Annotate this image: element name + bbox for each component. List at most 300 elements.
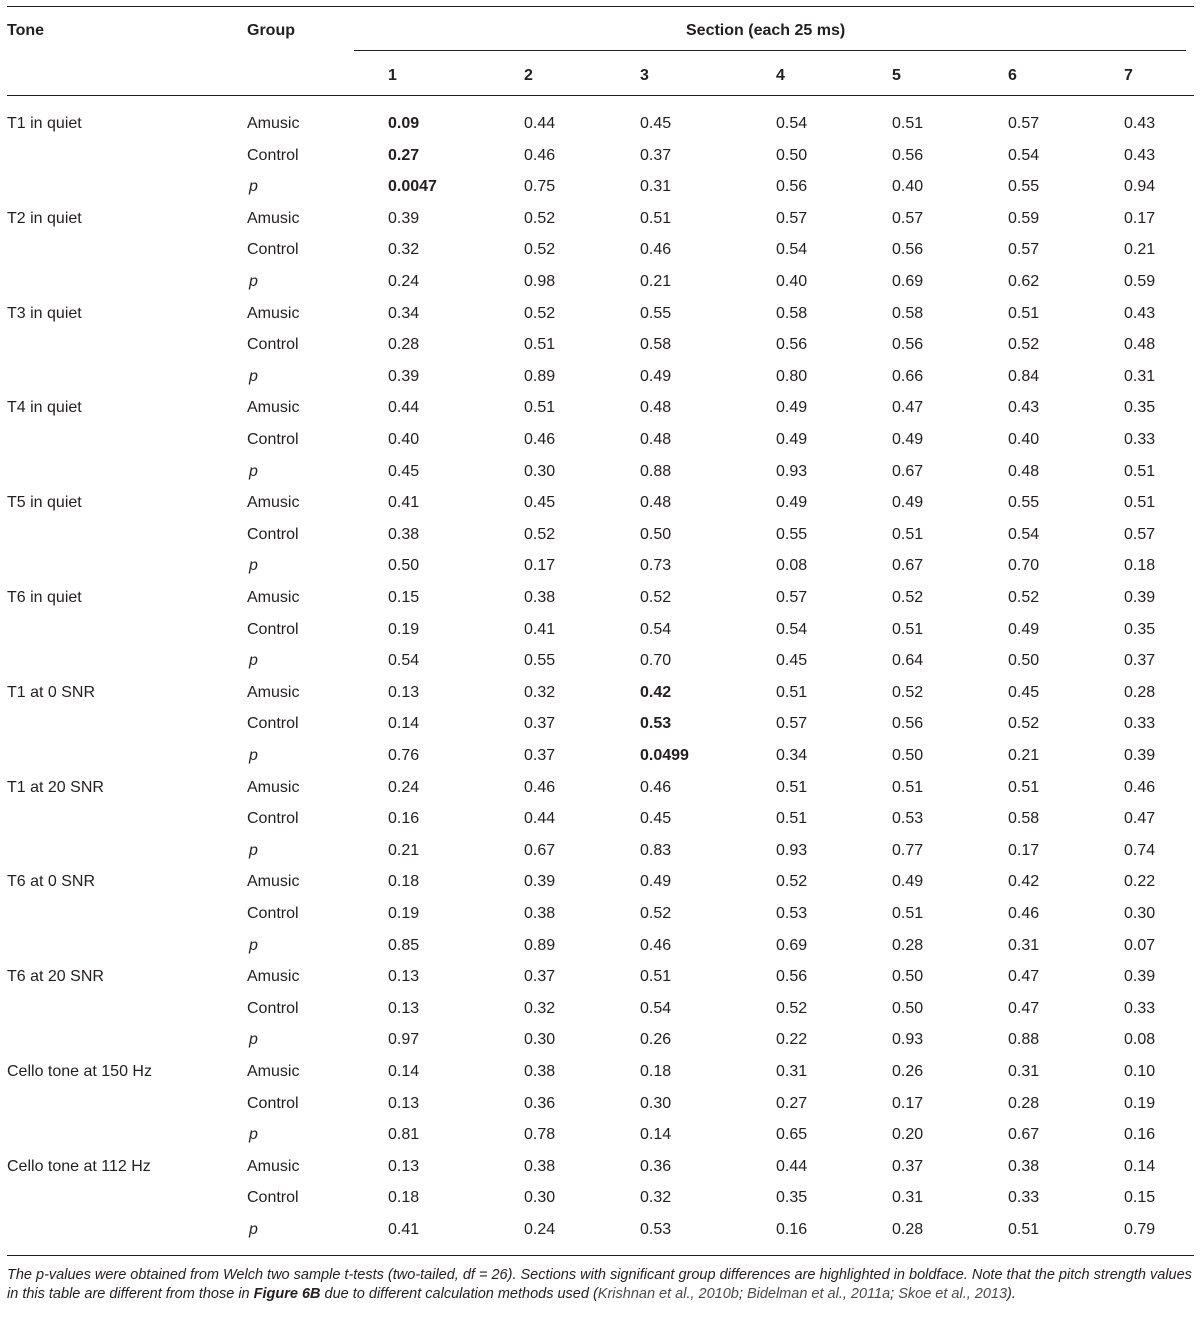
table-row [0,746,1200,778]
value-cell-section-4: 0.93 [776,462,808,480]
group-cell: p [249,1031,258,1049]
value-cell-section-6: 0.47 [1008,968,1040,986]
value-cell-section-2: 0.37 [524,968,556,986]
value-cell-section-4: 0.57 [776,589,808,606]
value-cell-section-1: 0.14 [388,715,420,733]
value-cell-section-6: 0.33 [1008,1189,1040,1207]
group-cell: p [249,1126,258,1144]
value-cell-section-6: 0.57 [1008,241,1040,259]
value-cell-section-7: 0.33 [1124,431,1156,448]
value-cell-section-7: 0.43 [1124,304,1156,322]
table-row [0,1220,1200,1252]
value-cell-section-5: 0.28 [892,936,924,954]
value-cell-section-2: 0.38 [524,1157,556,1175]
value-cell-section-7: 0.16 [1124,1126,1156,1144]
value-cell-section-3: 0.46 [640,778,672,796]
group-cell: Amusic [247,778,300,796]
value-cell-section-1: 0.24 [388,273,420,290]
header-bottom-rule [7,95,1194,96]
value-cell-section-1: 0.85 [388,936,420,954]
group-cell: Control [247,1189,299,1207]
value-cell-section-1: 0.38 [388,525,420,543]
value-cell-section-6: 0.42 [1008,873,1040,891]
value-cell-section-3: 0.46 [640,936,672,954]
value-cell-section-2: 0.36 [524,1094,556,1112]
value-cell-section-5: 0.58 [892,304,924,322]
value-cell-section-3: 0.52 [640,589,672,606]
value-cell-section-7: 0.94 [1124,178,1156,196]
value-cell-section-5: 0.69 [892,273,924,290]
value-cell-section-2: 0.39 [524,873,556,891]
table-row [0,367,1200,399]
value-cell-section-2: 0.32 [524,683,556,701]
section-span-rule [354,50,1186,51]
table-row [0,177,1200,209]
table-row [0,114,1200,146]
group-cell: Amusic [247,494,300,512]
value-cell-section-5: 0.51 [892,778,924,796]
value-cell-section-4: 0.34 [776,747,808,764]
value-cell-section-7: 0.17 [1124,209,1156,227]
value-cell-section-4: 0.53 [776,905,808,922]
group-cell: p [249,841,258,859]
group-cell: Control [247,810,299,828]
value-cell-section-7: 0.37 [1124,652,1156,670]
value-cell-section-2: 0.52 [524,241,556,259]
value-cell-section-7: 0.08 [1124,1031,1156,1049]
value-cell-section-5: 0.52 [892,589,924,606]
header-section-7: 7 [1124,67,1133,84]
value-cell-section-6: 0.55 [1008,494,1040,512]
table-row [0,1157,1200,1189]
value-cell-section-4: 0.52 [776,873,808,891]
value-cell-section-5: 0.51 [892,905,924,922]
value-cell-section-2: 0.44 [524,810,556,828]
value-cell-section-2: 0.75 [524,178,556,196]
value-cell-section-3: 0.58 [640,336,672,354]
table-row [0,651,1200,683]
header-section-span: Section (each 25 ms) [686,22,846,39]
value-cell-section-1: 0.13 [388,683,420,701]
value-cell-section-2: 0.98 [524,273,556,290]
value-cell-section-2: 0.52 [524,304,556,322]
value-cell-section-3: 0.52 [640,905,672,922]
value-cell-section-5: 0.31 [892,1189,924,1207]
value-cell-section-4: 0.49 [776,431,808,448]
value-cell-section-7: 0.39 [1124,589,1156,606]
value-cell-section-1: 0.76 [388,747,420,764]
value-cell-section-6: 0.31 [1008,936,1040,954]
value-cell-section-3: 0.0499 [640,747,689,764]
value-cell-section-5: 0.66 [892,367,924,385]
value-cell-section-4: 0.58 [776,304,808,322]
value-cell-section-5: 0.56 [892,241,924,259]
value-cell-section-4: 0.51 [776,778,808,796]
group-cell: Control [247,431,299,448]
value-cell-section-5: 0.51 [892,620,924,638]
table-row [0,999,1200,1031]
value-cell-section-7: 0.15 [1124,1189,1156,1207]
value-cell-section-1: 0.14 [388,1063,420,1080]
value-cell-section-5: 0.49 [892,494,924,512]
group-cell: Control [247,1094,299,1112]
value-cell-section-2: 0.78 [524,1126,556,1144]
value-cell-section-5: 0.57 [892,209,924,227]
table-row [0,304,1200,336]
value-cell-section-6: 0.55 [1008,178,1040,196]
table-row [0,335,1200,367]
value-cell-section-3: 0.45 [640,115,672,132]
value-cell-section-7: 0.48 [1124,336,1156,354]
value-cell-section-1: 0.44 [388,399,420,417]
value-cell-section-3: 0.70 [640,652,672,670]
value-cell-section-2: 0.46 [524,778,556,796]
value-cell-section-1: 0.27 [388,146,420,164]
value-cell-section-5: 0.50 [892,747,924,764]
tone-cell: T6 at 20 SNR [7,968,104,986]
footnote-text-3: ). [1007,1286,1016,1302]
table-row [0,398,1200,430]
table-row [0,240,1200,272]
value-cell-section-6: 0.84 [1008,367,1040,385]
value-cell-section-7: 0.43 [1124,146,1156,164]
value-cell-section-6: 0.51 [1008,304,1040,322]
value-cell-section-1: 0.45 [388,462,420,480]
group-cell: Control [247,525,299,543]
figure-reference: Figure 6B [253,1286,321,1302]
value-cell-section-1: 0.18 [388,1189,420,1207]
value-cell-section-6: 0.38 [1008,1157,1040,1175]
value-cell-section-6: 0.40 [1008,431,1040,448]
value-cell-section-1: 0.0047 [388,178,437,196]
value-cell-section-1: 0.40 [388,431,420,448]
value-cell-section-6: 0.50 [1008,652,1040,670]
value-cell-section-3: 0.46 [640,241,672,259]
value-cell-section-7: 0.07 [1124,936,1156,954]
tone-cell: T2 in quiet [7,209,82,227]
value-cell-section-7: 0.39 [1124,747,1156,764]
citation-separator: ; [890,1286,899,1302]
value-cell-section-3: 0.54 [640,999,672,1017]
value-cell-section-7: 0.18 [1124,557,1156,575]
value-cell-section-2: 0.24 [524,1221,556,1238]
group-cell: Amusic [247,115,300,132]
value-cell-section-5: 0.67 [892,557,924,575]
value-cell-section-4: 0.56 [776,968,808,986]
tone-cell: T1 at 0 SNR [7,683,96,701]
value-cell-section-4: 0.31 [776,1063,808,1080]
table-row [0,778,1200,810]
value-cell-section-4: 0.35 [776,1189,808,1207]
value-cell-section-3: 0.32 [640,1189,672,1207]
citation-separator: ; [738,1286,747,1302]
header-tone: Tone [7,22,45,39]
value-cell-section-5: 0.67 [892,462,924,480]
table-row [0,936,1200,968]
footnote-text-1: The p-values were obtained from Welch two sample t-tests (two-tailed, df = 26). Sections with significant group differences are highlighted in boldface. Note that the pitch strength values in this table are different from those in [7,1267,1192,1302]
value-cell-section-5: 0.40 [892,178,924,196]
value-cell-section-6: 0.48 [1008,462,1040,480]
top-rule [7,6,1194,7]
value-cell-section-1: 0.13 [388,999,420,1017]
header-section-3: 3 [640,67,649,84]
group-cell: Control [247,336,299,354]
table-footnote [7,1266,1195,1304]
value-cell-section-1: 0.24 [388,778,420,796]
footnote-text-2: due to different calculation methods used ( [320,1286,598,1302]
value-cell-section-7: 0.35 [1124,620,1156,638]
value-cell-section-4: 0.49 [776,494,808,512]
value-cell-section-6: 0.54 [1008,146,1040,164]
value-cell-section-5: 0.26 [892,1063,924,1080]
value-cell-section-3: 0.51 [640,209,672,227]
value-cell-section-4: 0.55 [776,525,808,543]
value-cell-section-1: 0.41 [388,1221,420,1238]
value-cell-section-4: 0.22 [776,1031,808,1049]
value-cell-section-2: 0.44 [524,115,556,132]
value-cell-section-6: 0.62 [1008,273,1040,290]
value-cell-section-1: 0.32 [388,241,420,259]
header-section-1: 1 [388,67,397,84]
value-cell-section-2: 0.17 [524,557,556,575]
value-cell-section-2: 0.89 [524,936,556,954]
value-cell-section-1: 0.28 [388,336,420,354]
citation-bidelman: Bidelman et al., 2011a [746,1286,891,1302]
value-cell-section-2: 0.51 [524,399,556,417]
value-cell-section-7: 0.39 [1124,968,1156,986]
value-cell-section-3: 0.51 [640,968,672,986]
value-cell-section-5: 0.51 [892,525,924,543]
value-cell-section-7: 0.14 [1124,1157,1156,1175]
value-cell-section-2: 0.37 [524,715,556,733]
value-cell-section-3: 0.37 [640,146,672,164]
group-cell: p [249,178,258,196]
table-row [0,1125,1200,1157]
value-cell-section-7: 0.43 [1124,115,1156,132]
value-cell-section-2: 0.89 [524,367,556,385]
value-cell-section-5: 0.52 [892,683,924,701]
value-cell-section-7: 0.46 [1124,778,1156,796]
table-row [0,556,1200,588]
table-row [0,146,1200,178]
value-cell-section-6: 0.51 [1008,1221,1040,1238]
value-cell-section-7: 0.21 [1124,241,1156,259]
table-row [0,525,1200,557]
value-cell-section-5: 0.17 [892,1094,924,1112]
citation-krishnan: Krishnan et al., 2010b [597,1286,739,1302]
value-cell-section-7: 0.79 [1124,1221,1156,1238]
value-cell-section-4: 0.69 [776,936,808,954]
value-cell-section-1: 0.41 [388,494,420,512]
value-cell-section-1: 0.15 [388,589,420,606]
value-cell-section-1: 0.19 [388,905,420,922]
group-cell: Amusic [247,873,300,891]
group-cell: Amusic [247,1063,300,1080]
value-cell-section-7: 0.19 [1124,1094,1156,1112]
header-section-5: 5 [892,67,901,84]
value-cell-section-5: 0.53 [892,810,924,828]
table-row [0,1188,1200,1220]
value-cell-section-5: 0.20 [892,1126,924,1144]
tone-cell: T1 at 20 SNR [7,778,104,796]
group-cell: Control [247,905,299,922]
group-cell: Amusic [247,209,300,227]
value-cell-section-5: 0.47 [892,399,924,417]
table-row [0,430,1200,462]
value-cell-section-1: 0.13 [388,1157,420,1175]
group-cell: Amusic [247,1157,300,1175]
tone-cell: Cello tone at 112 Hz [7,1157,151,1175]
tone-cell: T6 in quiet [7,589,82,606]
group-cell: p [249,936,258,954]
tone-cell: T1 in quiet [7,115,82,132]
value-cell-section-6: 0.17 [1008,841,1040,859]
value-cell-section-6: 0.46 [1008,905,1040,922]
value-cell-section-1: 0.09 [388,115,420,132]
value-cell-section-4: 0.54 [776,115,808,132]
value-cell-section-1: 0.19 [388,620,420,638]
value-cell-section-4: 0.54 [776,241,808,259]
value-cell-section-2: 0.30 [524,1031,556,1049]
value-cell-section-5: 0.49 [892,431,924,448]
table-row [0,904,1200,936]
value-cell-section-4: 0.54 [776,620,808,638]
value-cell-section-6: 0.52 [1008,589,1040,606]
value-cell-section-1: 0.39 [388,209,420,227]
value-cell-section-2: 0.67 [524,841,556,859]
value-cell-section-2: 0.55 [524,652,556,670]
value-cell-section-5: 0.37 [892,1157,924,1175]
group-cell: p [249,367,258,385]
value-cell-section-7: 0.31 [1124,367,1156,385]
value-cell-section-3: 0.48 [640,431,672,448]
table-row [0,462,1200,494]
value-cell-section-5: 0.93 [892,1031,924,1049]
value-cell-section-7: 0.33 [1124,999,1156,1017]
group-cell: Control [247,620,299,638]
value-cell-section-2: 0.37 [524,747,556,764]
value-cell-section-6: 0.54 [1008,525,1040,543]
value-cell-section-5: 0.50 [892,968,924,986]
value-cell-section-3: 0.36 [640,1157,672,1175]
value-cell-section-1: 0.16 [388,810,420,828]
value-cell-section-1: 0.13 [388,968,420,986]
value-cell-section-6: 0.47 [1008,999,1040,1017]
tone-cell: T6 at 0 SNR [7,873,96,891]
value-cell-section-7: 0.10 [1124,1063,1156,1080]
value-cell-section-1: 0.34 [388,304,420,322]
value-cell-section-7: 0.47 [1124,810,1156,828]
value-cell-section-3: 0.18 [640,1063,672,1080]
value-cell-section-1: 0.81 [388,1126,420,1144]
value-cell-section-6: 0.45 [1008,683,1040,701]
value-cell-section-4: 0.50 [776,146,808,164]
table-row [0,714,1200,746]
table-row [0,1030,1200,1062]
value-cell-section-1: 0.39 [388,367,420,385]
header-group: Group [247,22,295,39]
value-cell-section-2: 0.51 [524,336,556,354]
header-section-4: 4 [776,67,785,84]
table-row [0,683,1200,715]
value-cell-section-2: 0.38 [524,1063,556,1080]
value-cell-section-1: 0.50 [388,557,420,575]
table-row [0,967,1200,999]
value-cell-section-1: 0.13 [388,1094,420,1112]
group-cell: p [249,273,258,290]
table-row [0,588,1200,620]
value-cell-section-7: 0.33 [1124,715,1156,733]
value-cell-section-3: 0.31 [640,178,672,196]
value-cell-section-2: 0.32 [524,999,556,1017]
value-cell-section-6: 0.21 [1008,747,1040,764]
value-cell-section-3: 0.50 [640,525,672,543]
value-cell-section-3: 0.48 [640,399,672,417]
value-cell-section-2: 0.52 [524,209,556,227]
table-row [0,809,1200,841]
value-cell-section-3: 0.88 [640,462,672,480]
value-cell-section-4: 0.56 [776,178,808,196]
header-section-6: 6 [1008,67,1017,84]
value-cell-section-6: 0.57 [1008,115,1040,132]
value-cell-section-4: 0.44 [776,1157,808,1175]
value-cell-section-2: 0.45 [524,494,556,512]
value-cell-section-4: 0.52 [776,999,808,1017]
value-cell-section-3: 0.48 [640,494,672,512]
value-cell-section-4: 0.08 [776,557,808,575]
value-cell-section-4: 0.57 [776,715,808,733]
value-cell-section-3: 0.42 [640,683,672,701]
value-cell-section-7: 0.57 [1124,525,1156,543]
tone-cell: Cello tone at 150 Hz [7,1063,152,1080]
value-cell-section-3: 0.49 [640,367,672,385]
value-cell-section-3: 0.55 [640,304,672,322]
value-cell-section-1: 0.54 [388,652,420,670]
value-cell-section-5: 0.56 [892,715,924,733]
value-cell-section-2: 0.38 [524,905,556,922]
value-cell-section-2: 0.46 [524,146,556,164]
value-cell-section-6: 0.52 [1008,715,1040,733]
header-section-2: 2 [524,67,533,84]
value-cell-section-7: 0.28 [1124,683,1156,701]
value-cell-section-6: 0.67 [1008,1126,1040,1144]
value-cell-section-6: 0.43 [1008,399,1040,417]
group-cell: Control [247,715,299,733]
tone-cell: T3 in quiet [7,304,82,322]
value-cell-section-3: 0.26 [640,1031,672,1049]
value-cell-section-7: 0.35 [1124,399,1156,417]
value-cell-section-4: 0.49 [776,399,808,417]
value-cell-section-7: 0.51 [1124,462,1156,480]
value-cell-section-3: 0.53 [640,715,672,733]
value-cell-section-1: 0.97 [388,1031,420,1049]
value-cell-section-4: 0.40 [776,273,808,290]
value-cell-section-4: 0.65 [776,1126,808,1144]
value-cell-section-7: 0.59 [1124,273,1156,290]
value-cell-section-5: 0.28 [892,1221,924,1238]
group-cell: Control [247,241,299,259]
value-cell-section-7: 0.74 [1124,841,1156,859]
value-cell-section-5: 0.56 [892,336,924,354]
value-cell-section-2: 0.30 [524,462,556,480]
value-cell-section-6: 0.58 [1008,810,1040,828]
value-cell-section-6: 0.70 [1008,557,1040,575]
bottom-rule [7,1255,1194,1256]
value-cell-section-4: 0.16 [776,1221,808,1238]
value-cell-section-5: 0.49 [892,873,924,891]
value-cell-section-2: 0.30 [524,1189,556,1207]
value-cell-section-4: 0.80 [776,367,808,385]
